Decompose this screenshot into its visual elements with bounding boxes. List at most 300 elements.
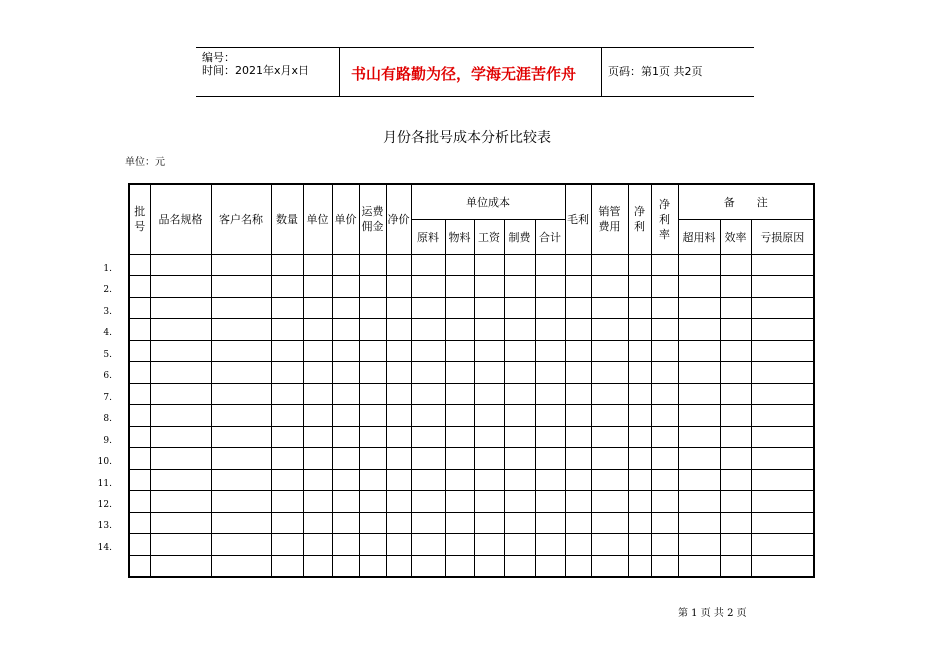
table-cell[interactable] — [359, 555, 386, 577]
table-cell[interactable] — [678, 512, 720, 534]
table-cell[interactable] — [271, 276, 303, 298]
table-cell[interactable] — [411, 469, 445, 491]
table-cell[interactable] — [678, 469, 720, 491]
table-cell[interactable] — [150, 340, 211, 362]
table-cell[interactable] — [445, 319, 474, 341]
table-cell[interactable] — [211, 426, 271, 448]
table-cell[interactable] — [386, 491, 411, 513]
table-cell[interactable] — [271, 383, 303, 405]
table-cell[interactable] — [751, 362, 814, 384]
table-cell[interactable] — [720, 254, 751, 276]
table-cell[interactable] — [628, 448, 651, 470]
table-cell[interactable] — [678, 297, 720, 319]
table-cell[interactable] — [628, 254, 651, 276]
table-cell[interactable] — [271, 469, 303, 491]
table-cell[interactable] — [751, 383, 814, 405]
table-cell[interactable] — [332, 362, 359, 384]
table-cell[interactable] — [211, 276, 271, 298]
table-cell[interactable] — [678, 362, 720, 384]
table-cell[interactable] — [150, 383, 211, 405]
table-cell[interactable] — [591, 491, 628, 513]
table-cell[interactable] — [535, 276, 565, 298]
table-cell[interactable] — [411, 276, 445, 298]
table-cell[interactable] — [150, 555, 211, 577]
table-cell[interactable] — [474, 512, 504, 534]
table-cell[interactable] — [150, 534, 211, 556]
table-cell[interactable] — [565, 448, 591, 470]
table-cell[interactable] — [211, 383, 271, 405]
table-cell[interactable] — [628, 405, 651, 427]
table-cell[interactable] — [271, 405, 303, 427]
table-cell[interactable] — [411, 448, 445, 470]
table-cell[interactable] — [211, 491, 271, 513]
table-cell[interactable] — [150, 405, 211, 427]
table-cell[interactable] — [129, 469, 150, 491]
table-cell[interactable] — [565, 555, 591, 577]
table-cell[interactable] — [411, 426, 445, 448]
table-cell[interactable] — [445, 512, 474, 534]
table-cell[interactable] — [386, 534, 411, 556]
table-cell[interactable] — [628, 319, 651, 341]
table-cell[interactable] — [386, 340, 411, 362]
table-cell[interactable] — [271, 319, 303, 341]
table-cell[interactable] — [445, 383, 474, 405]
table-cell[interactable] — [565, 469, 591, 491]
table-cell[interactable] — [591, 362, 628, 384]
table-cell[interactable] — [751, 276, 814, 298]
table-cell[interactable] — [211, 448, 271, 470]
table-cell[interactable] — [150, 491, 211, 513]
table-cell[interactable] — [411, 383, 445, 405]
table-cell[interactable] — [504, 512, 535, 534]
table-cell[interactable] — [129, 362, 150, 384]
table-cell[interactable] — [411, 340, 445, 362]
table-cell[interactable] — [628, 383, 651, 405]
table-cell[interactable] — [445, 555, 474, 577]
table-cell[interactable] — [271, 512, 303, 534]
table-cell[interactable] — [332, 534, 359, 556]
table-cell[interactable] — [535, 491, 565, 513]
table-cell[interactable] — [751, 340, 814, 362]
table-cell[interactable] — [591, 534, 628, 556]
table-cell[interactable] — [591, 383, 628, 405]
table-cell[interactable] — [720, 534, 751, 556]
table-cell[interactable] — [628, 512, 651, 534]
table-cell[interactable] — [751, 448, 814, 470]
table-cell[interactable] — [628, 555, 651, 577]
table-cell[interactable] — [150, 469, 211, 491]
table-cell[interactable] — [474, 340, 504, 362]
table-cell[interactable] — [474, 276, 504, 298]
table-cell[interactable] — [211, 297, 271, 319]
table-cell[interactable] — [565, 426, 591, 448]
table-cell[interactable] — [129, 512, 150, 534]
table-cell[interactable] — [504, 405, 535, 427]
table-cell[interactable] — [474, 426, 504, 448]
table-cell[interactable] — [591, 469, 628, 491]
table-cell[interactable] — [751, 405, 814, 427]
table-cell[interactable] — [411, 254, 445, 276]
table-cell[interactable] — [591, 555, 628, 577]
table-cell[interactable] — [628, 276, 651, 298]
table-cell[interactable] — [445, 254, 474, 276]
table-cell[interactable] — [332, 448, 359, 470]
table-cell[interactable] — [504, 383, 535, 405]
table-cell[interactable] — [651, 254, 678, 276]
table-cell[interactable] — [720, 469, 751, 491]
table-cell[interactable] — [651, 534, 678, 556]
table-cell[interactable] — [751, 319, 814, 341]
table-cell[interactable] — [386, 405, 411, 427]
table-cell[interactable] — [332, 319, 359, 341]
table-cell[interactable] — [474, 555, 504, 577]
table-cell[interactable] — [474, 469, 504, 491]
table-cell[interactable] — [359, 340, 386, 362]
table-cell[interactable] — [303, 534, 332, 556]
table-cell[interactable] — [211, 405, 271, 427]
table-cell[interactable] — [332, 405, 359, 427]
table-cell[interactable] — [651, 469, 678, 491]
table-cell[interactable] — [445, 534, 474, 556]
table-cell[interactable] — [411, 512, 445, 534]
table-cell[interactable] — [628, 297, 651, 319]
table-cell[interactable] — [591, 297, 628, 319]
table-cell[interactable] — [129, 491, 150, 513]
table-cell[interactable] — [211, 340, 271, 362]
table-cell[interactable] — [628, 362, 651, 384]
table-cell[interactable] — [474, 383, 504, 405]
table-cell[interactable] — [303, 362, 332, 384]
table-cell[interactable] — [303, 469, 332, 491]
table-cell[interactable] — [211, 319, 271, 341]
table-cell[interactable] — [271, 426, 303, 448]
table-cell[interactable] — [504, 276, 535, 298]
table-cell[interactable] — [751, 555, 814, 577]
table-cell[interactable] — [565, 534, 591, 556]
table-cell[interactable] — [303, 426, 332, 448]
table-cell[interactable] — [386, 319, 411, 341]
table-cell[interactable] — [332, 383, 359, 405]
table-cell[interactable] — [535, 469, 565, 491]
table-cell[interactable] — [332, 297, 359, 319]
table-cell[interactable] — [332, 491, 359, 513]
table-cell[interactable] — [678, 276, 720, 298]
table-cell[interactable] — [651, 405, 678, 427]
table-cell[interactable] — [591, 319, 628, 341]
table-cell[interactable] — [535, 405, 565, 427]
table-cell[interactable] — [751, 469, 814, 491]
table-cell[interactable] — [129, 254, 150, 276]
table-cell[interactable] — [359, 254, 386, 276]
table-cell[interactable] — [565, 340, 591, 362]
table-cell[interactable] — [651, 297, 678, 319]
table-cell[interactable] — [411, 362, 445, 384]
table-cell[interactable] — [474, 534, 504, 556]
table-cell[interactable] — [271, 254, 303, 276]
table-cell[interactable] — [359, 383, 386, 405]
table-cell[interactable] — [565, 362, 591, 384]
table-cell[interactable] — [720, 426, 751, 448]
table-cell[interactable] — [359, 469, 386, 491]
table-cell[interactable] — [628, 340, 651, 362]
table-cell[interactable] — [565, 319, 591, 341]
table-cell[interactable] — [535, 362, 565, 384]
table-cell[interactable] — [535, 426, 565, 448]
table-cell[interactable] — [591, 448, 628, 470]
table-cell[interactable] — [504, 297, 535, 319]
table-cell[interactable] — [411, 534, 445, 556]
table-cell[interactable] — [211, 254, 271, 276]
table-cell[interactable] — [565, 254, 591, 276]
table-cell[interactable] — [359, 362, 386, 384]
table-cell[interactable] — [386, 276, 411, 298]
table-cell[interactable] — [720, 362, 751, 384]
table-cell[interactable] — [271, 534, 303, 556]
table-cell[interactable] — [678, 319, 720, 341]
table-cell[interactable] — [535, 512, 565, 534]
table-cell[interactable] — [386, 383, 411, 405]
table-cell[interactable] — [474, 491, 504, 513]
table-cell[interactable] — [359, 319, 386, 341]
table-cell[interactable] — [591, 426, 628, 448]
table-cell[interactable] — [651, 448, 678, 470]
table-cell[interactable] — [411, 319, 445, 341]
table-cell[interactable] — [591, 340, 628, 362]
table-cell[interactable] — [720, 297, 751, 319]
table-cell[interactable] — [150, 426, 211, 448]
table-cell[interactable] — [359, 276, 386, 298]
table-cell[interactable] — [129, 340, 150, 362]
table-cell[interactable] — [303, 405, 332, 427]
table-cell[interactable] — [386, 555, 411, 577]
table-cell[interactable] — [211, 555, 271, 577]
table-cell[interactable] — [211, 534, 271, 556]
table-cell[interactable] — [751, 534, 814, 556]
table-cell[interactable] — [678, 340, 720, 362]
table-cell[interactable] — [504, 555, 535, 577]
table-cell[interactable] — [129, 319, 150, 341]
table-cell[interactable] — [504, 491, 535, 513]
table-cell[interactable] — [651, 555, 678, 577]
table-cell[interactable] — [651, 512, 678, 534]
table-cell[interactable] — [411, 555, 445, 577]
table-cell[interactable] — [445, 297, 474, 319]
table-cell[interactable] — [150, 512, 211, 534]
table-cell[interactable] — [386, 426, 411, 448]
table-cell[interactable] — [535, 534, 565, 556]
table-cell[interactable] — [359, 297, 386, 319]
table-cell[interactable] — [332, 555, 359, 577]
table-cell[interactable] — [678, 383, 720, 405]
table-cell[interactable] — [720, 276, 751, 298]
table-cell[interactable] — [332, 426, 359, 448]
table-cell[interactable] — [504, 448, 535, 470]
table-cell[interactable] — [129, 383, 150, 405]
table-cell[interactable] — [751, 254, 814, 276]
table-cell[interactable] — [271, 555, 303, 577]
table-cell[interactable] — [474, 362, 504, 384]
table-cell[interactable] — [411, 491, 445, 513]
table-cell[interactable] — [751, 297, 814, 319]
table-cell[interactable] — [129, 555, 150, 577]
table-cell[interactable] — [628, 491, 651, 513]
table-cell[interactable] — [535, 555, 565, 577]
table-cell[interactable] — [535, 448, 565, 470]
table-cell[interactable] — [129, 405, 150, 427]
table-cell[interactable] — [504, 426, 535, 448]
table-cell[interactable] — [271, 448, 303, 470]
table-cell[interactable] — [303, 383, 332, 405]
table-cell[interactable] — [565, 491, 591, 513]
table-cell[interactable] — [565, 512, 591, 534]
table-cell[interactable] — [386, 512, 411, 534]
table-cell[interactable] — [651, 319, 678, 341]
table-cell[interactable] — [359, 491, 386, 513]
table-cell[interactable] — [271, 340, 303, 362]
table-cell[interactable] — [150, 254, 211, 276]
table-cell[interactable] — [591, 254, 628, 276]
table-cell[interactable] — [678, 534, 720, 556]
table-cell[interactable] — [678, 491, 720, 513]
table-cell[interactable] — [474, 319, 504, 341]
table-cell[interactable] — [535, 340, 565, 362]
table-cell[interactable] — [474, 297, 504, 319]
table-cell[interactable] — [303, 254, 332, 276]
table-cell[interactable] — [565, 383, 591, 405]
table-cell[interactable] — [129, 276, 150, 298]
table-cell[interactable] — [359, 426, 386, 448]
table-cell[interactable] — [271, 491, 303, 513]
table-cell[interactable] — [535, 254, 565, 276]
table-cell[interactable] — [150, 448, 211, 470]
table-cell[interactable] — [678, 555, 720, 577]
table-cell[interactable] — [445, 362, 474, 384]
table-cell[interactable] — [678, 405, 720, 427]
table-cell[interactable] — [271, 297, 303, 319]
table-cell[interactable] — [445, 426, 474, 448]
table-cell[interactable] — [474, 448, 504, 470]
table-cell[interactable] — [651, 276, 678, 298]
table-cell[interactable] — [535, 319, 565, 341]
table-cell[interactable] — [751, 426, 814, 448]
table-cell[interactable] — [651, 426, 678, 448]
table-cell[interactable] — [303, 319, 332, 341]
table-cell[interactable] — [359, 512, 386, 534]
table-cell[interactable] — [445, 276, 474, 298]
table-cell[interactable] — [386, 362, 411, 384]
table-cell[interactable] — [651, 362, 678, 384]
table-cell[interactable] — [504, 534, 535, 556]
table-cell[interactable] — [211, 512, 271, 534]
table-cell[interactable] — [359, 448, 386, 470]
table-cell[interactable] — [591, 405, 628, 427]
table-cell[interactable] — [628, 534, 651, 556]
table-cell[interactable] — [720, 319, 751, 341]
table-cell[interactable] — [332, 512, 359, 534]
table-cell[interactable] — [303, 491, 332, 513]
table-cell[interactable] — [150, 276, 211, 298]
table-cell[interactable] — [678, 254, 720, 276]
table-cell[interactable] — [271, 362, 303, 384]
table-cell[interactable] — [129, 534, 150, 556]
table-cell[interactable] — [565, 297, 591, 319]
table-cell[interactable] — [332, 340, 359, 362]
table-cell[interactable] — [445, 469, 474, 491]
table-cell[interactable] — [720, 340, 751, 362]
table-cell[interactable] — [720, 491, 751, 513]
table-cell[interactable] — [386, 297, 411, 319]
table-cell[interactable] — [303, 512, 332, 534]
table-cell[interactable] — [411, 405, 445, 427]
table-cell[interactable] — [211, 362, 271, 384]
table-cell[interactable] — [628, 426, 651, 448]
table-cell[interactable] — [303, 340, 332, 362]
table-cell[interactable] — [303, 448, 332, 470]
table-cell[interactable] — [651, 340, 678, 362]
table-cell[interactable] — [303, 555, 332, 577]
table-cell[interactable] — [445, 491, 474, 513]
table-cell[interactable] — [386, 469, 411, 491]
table-cell[interactable] — [504, 319, 535, 341]
table-cell[interactable] — [504, 254, 535, 276]
table-cell[interactable] — [565, 405, 591, 427]
table-cell[interactable] — [332, 254, 359, 276]
table-cell[interactable] — [332, 469, 359, 491]
table-cell[interactable] — [720, 555, 751, 577]
table-cell[interactable] — [720, 383, 751, 405]
table-cell[interactable] — [720, 512, 751, 534]
table-cell[interactable] — [720, 405, 751, 427]
table-cell[interactable] — [129, 297, 150, 319]
table-cell[interactable] — [504, 362, 535, 384]
table-cell[interactable] — [129, 448, 150, 470]
table-cell[interactable] — [591, 276, 628, 298]
table-cell[interactable] — [386, 448, 411, 470]
table-cell[interactable] — [303, 297, 332, 319]
table-cell[interactable] — [332, 276, 359, 298]
table-cell[interactable] — [359, 405, 386, 427]
table-cell[interactable] — [150, 362, 211, 384]
table-cell[interactable] — [720, 448, 751, 470]
table-cell[interactable] — [651, 491, 678, 513]
table-cell[interactable] — [751, 512, 814, 534]
table-cell[interactable] — [474, 254, 504, 276]
table-cell[interactable] — [129, 426, 150, 448]
table-cell[interactable] — [651, 383, 678, 405]
table-cell[interactable] — [445, 448, 474, 470]
table-cell[interactable] — [411, 297, 445, 319]
table-cell[interactable] — [565, 276, 591, 298]
table-cell[interactable] — [150, 319, 211, 341]
table-cell[interactable] — [535, 383, 565, 405]
table-cell[interactable] — [535, 297, 565, 319]
table-cell[interactable] — [386, 254, 411, 276]
table-cell[interactable] — [628, 469, 651, 491]
table-cell[interactable] — [445, 405, 474, 427]
table-cell[interactable] — [445, 340, 474, 362]
table-cell[interactable] — [211, 469, 271, 491]
table-cell[interactable] — [359, 534, 386, 556]
table-cell[interactable] — [751, 491, 814, 513]
table-cell[interactable] — [504, 469, 535, 491]
table-cell[interactable] — [504, 340, 535, 362]
table-cell[interactable] — [474, 405, 504, 427]
table-cell[interactable] — [150, 297, 211, 319]
table-cell[interactable] — [303, 276, 332, 298]
table-cell[interactable] — [678, 426, 720, 448]
table-cell[interactable] — [678, 448, 720, 470]
table-cell[interactable] — [591, 512, 628, 534]
